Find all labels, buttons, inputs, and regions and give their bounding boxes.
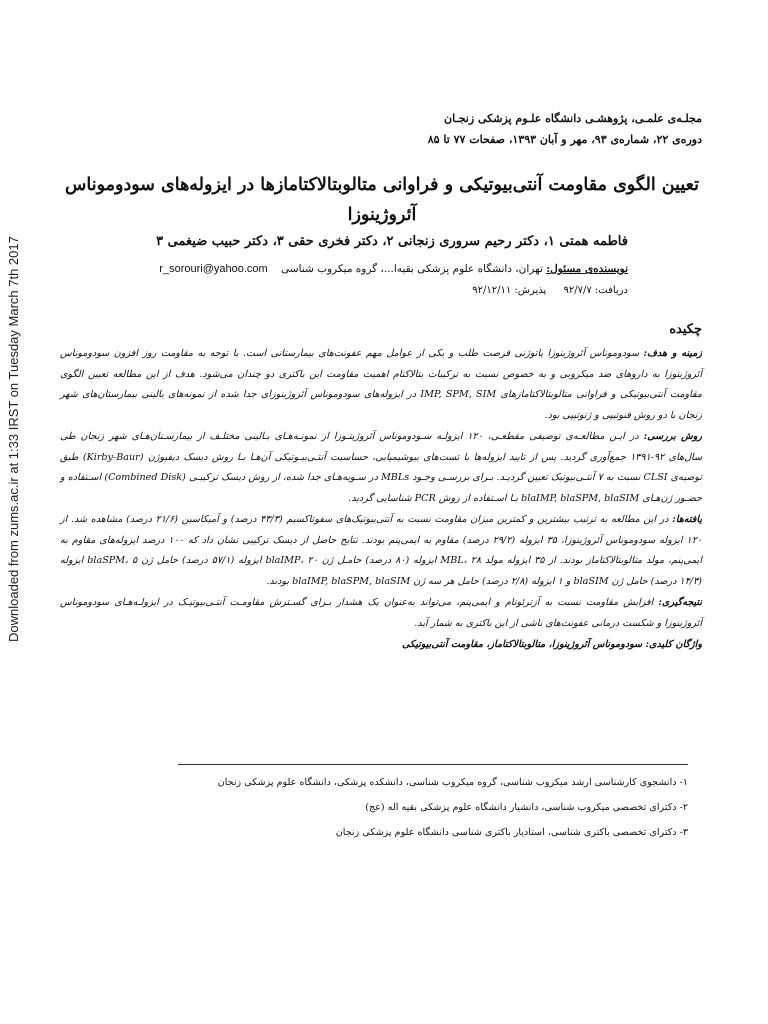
download-stamp: Downloaded from zums.ac.ir at 1:33 IRST on Tuesday March 7th 2017 (6, 236, 21, 642)
corresponding-author (68, 260, 628, 278)
abstract-heading: چکیده (669, 322, 702, 337)
journal-name: مجلـه‌ی علمـی، پژوهشـی دانشگاه علـوم پزشکی زنجـان (444, 112, 702, 125)
abstract-keywords (60, 635, 702, 656)
background-text: سودوموناس آئروژینوزا پاتوژنی فرصت طلب و یکی از عوامل مهم عفونت‌های بیمارستانی است. با توجه به مقاومت روز افزون سودوموناس آئروژینوزا به داروهای ضد میکروبی و به خصوص نسبت به ترکیبات بتالاکتام اهمیت مقاومت این باکتری دو چندان می‌شود. هدف از این مطالعه تعیین الگوی مقاومت آنتی‌بیوتیکی و فراوانی متالوبتالاکتامازهای IMP, SPM, SIM در ایزوله‌های سودوموناس آئروژینوزای جدا شده از نمونه‌های بالینی بیمارستان‌های شهر زنجان با دو روش فنوتیپی و ژنوتیپی بود. (60, 348, 703, 421)
author-list: فاطمه همتی ۱، دکتر رحیم سروری زنجانی ۲، دکتر فخری حقی ۳، دکتر حبیب ضیغمی ۳ (156, 234, 628, 249)
footnote-3: ۳- دکترای تخصصی باکتری شناسی، استادیار باکتری شناسی دانشگاه علوم پزشکی زنجان (335, 827, 688, 838)
methods-label: روش بررسی: (643, 431, 702, 442)
keywords-label: واژگان کلیدی: (645, 639, 702, 650)
corresponding-affiliation: تهران، دانشگاه علوم پزشکی بقیه‌ا...، گروه میکروب شناسی (281, 263, 543, 275)
journal-header (62, 108, 702, 150)
methods-text: در ایـن مطالعـه‌ی توصیفی مقطعـی، ۱۲۰ ایزولـه سـودوموناس آئروژینـوزا از نمونـه‌هـای بـالینی مختلـف از بیمارسـتان‌هـای شهر زنجان طی سال‌های ۹۲-۱۳۹۱ جمع‌آوری گردید. پس از تایید ایزوله‌ها با تست‌های بیوشیمیایی، حساسیت آنتـی‌بیـوتیکی آن‌هـا بـا روش دیسک دیفیوژن (Kirby-Baur) طبق توصیه‌ی CLSI نسبت به ۷ آنتـی‌بیوتیک تعیین گردیـد. بـرای بررسـی وجـود MBLs در سـویه‌هـای جدا شده، از روش دیسک ترکیبـی (Combined Disk) اسـتفاده و حضـور ژن‌هـای blaIMP, blaSPM, blaSIM بـا اسـتفاده از روش PCR شناسایی گردید. (60, 431, 703, 504)
paper-title: تعیین الگوی مقاومت آنتی‌بیوتیکی و فراوانی متالوبتالاکتامازها در ایزوله‌های سودوموناس آئروژینوزا (65, 175, 699, 225)
footnote-2: ۲- دکترای تخصصی میکروب شناسی، دانشیار دانشگاه علوم پزشکی بقیه اله (عج) (365, 802, 688, 813)
abstract-conclusion (60, 593, 702, 634)
journal-issue: دوره‌ی ۲۲، شماره‌ی ۹۳، مهر و آبان ۱۳۹۳، صفحات ۷۷ تا ۸۵ (427, 133, 702, 146)
footnote-divider (178, 764, 688, 765)
results-label: یافته‌ها: (672, 514, 702, 525)
keywords-text: سودوموناس آئروژینوزا، متالوبتالاکتاماز، مقاومت آنتی‌بیوتیکی (401, 639, 643, 650)
conclusion-label: نتیجه‌گیری: (658, 597, 702, 608)
accepted-date: پذیرش: ۹۲/۱۲/۱۱ (472, 285, 547, 296)
abstract-background (60, 344, 702, 426)
conclusion-text: افزایش مقاومت نسبت به آزترئونام و ایمی‌پنم، می‌تواند به‌عنوان یک هشدار بـرای گسـترش مقاومـت آنتـی‌بیوتیـک در ایزولـه‌هـای سودوموناس آئروژینوزا و شکست درمانی عفونت‌های ناشی از این باکتری به شمار آید. (60, 597, 702, 629)
corresponding-label: نویسنده‌ی مسئول: (546, 263, 628, 275)
abstract-methods (60, 427, 702, 509)
background-label: زمینه و هدف: (643, 348, 702, 359)
abstract-results (60, 510, 702, 592)
abstract-body (60, 344, 702, 657)
footnotes (128, 770, 688, 845)
corresponding-email[interactable]: r_sorouri@yahoo.com (159, 263, 268, 275)
footnote-1: ۱- دانشجوی کارشناسی ارشد میکروب شناسی، گروه میکروب شناسی، دانشکده پزشکی، دانشگاه علوم پزشکی زنجان (217, 777, 688, 788)
received-date: دریافت: ۹۲/۷/۷ (563, 285, 628, 296)
results-text: در این مطالعه به ترتیب بیشترین و کمترین میزان مقاومت نسبت به آنتی‌بیوتیک‌های سفوتاکسیم (۴۳/۳ درصد) و آمیکاسین (۲۱/۶ درصد) مشاهده شد. از ۱۲۰ ایزوله سودوموناس آئروژینوزا، ۳۵ ایزوله (۲۹/۲ درصد) مقاوم به ایمی‌پنم بودند. نتایج حاصل از دیسک ترکیبی نشان داد که ۱۰۰ درصد ایزوله‌های مقاوم به ایمی‌پنم، مولد متالوبتالاکتاماز بودند. از ۳۵ ایزوله مولد MBL، ۲۸ ایزوله (۸۰ درصد) حامـل ژن blaIMP، ۲۰ ایزوله (۵۷/۱ درصد) حامل ژن blaSPM، ۵ ایزوله (۱۴/۳ درصد) حامل ژن blaSIM و ۱ ایزوله (۲/۸ درصد) حامل هر سه ژن blaIMP, blaSPM, blaSIM بودند. (60, 514, 703, 587)
submission-dates (68, 285, 628, 296)
